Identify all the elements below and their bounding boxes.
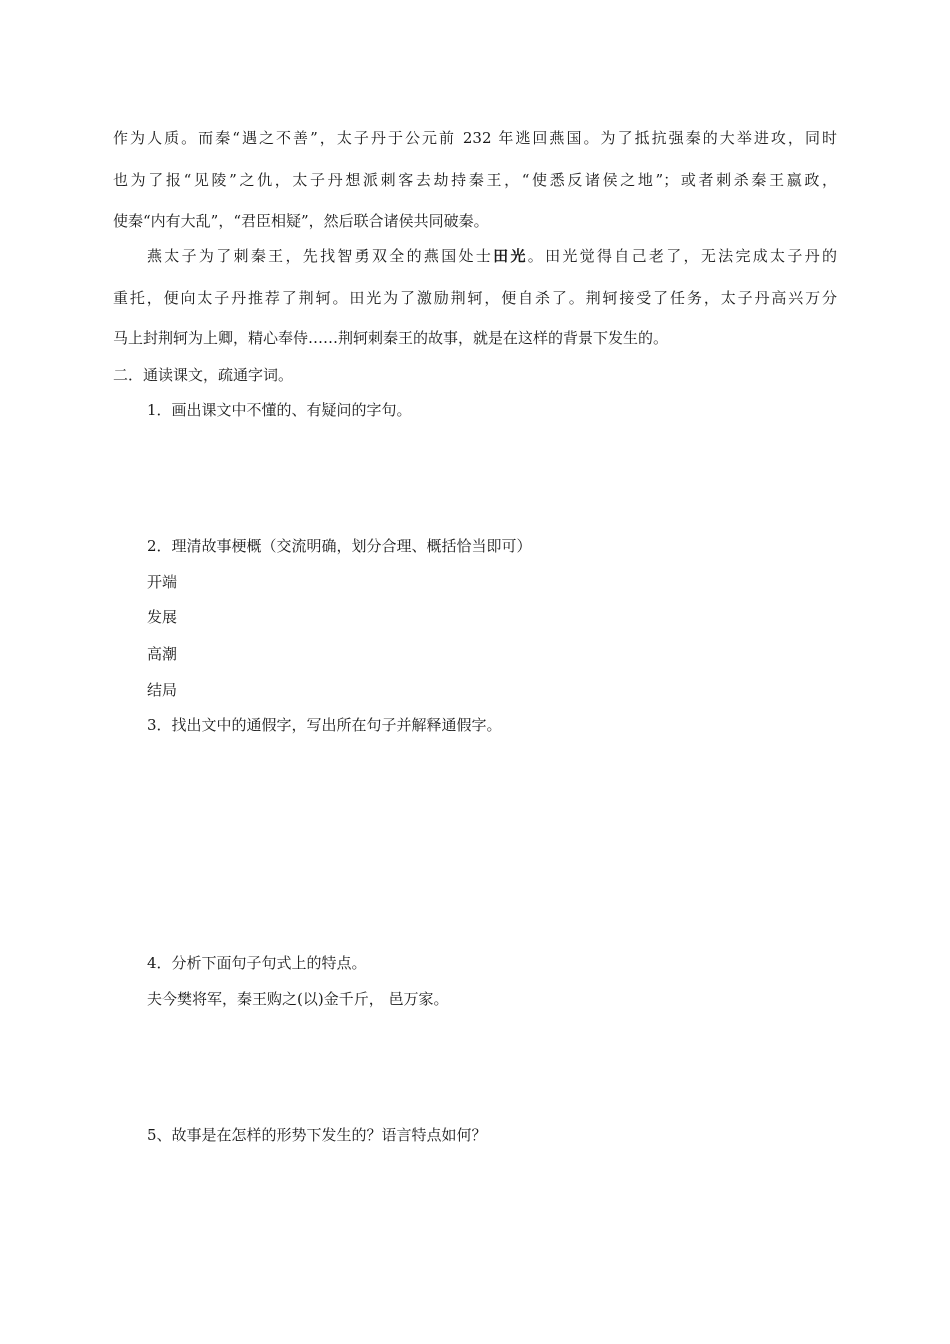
paragraph-2-line-1-start: 燕太子为了刺秦王，先找智勇双全的燕国处士 [147, 247, 494, 265]
stage-development: 发展 [147, 608, 178, 626]
paragraph-1-line-1: 作为人质。而秦“遇之不善”，太子丹于公元前 232 年逃回燕国。为了抵抗强秦的大举进攻，同时 [113, 129, 837, 147]
question-4: 4．分析下面句子句式上的特点。 [147, 954, 367, 972]
paragraph-2-line-2: 重托，便向太子丹推荐了荆轲。田光为了激励荆轲，便自杀了。荆轲接受了任务，太子丹高兴万分 [113, 289, 837, 307]
paragraph-1-line-3: 使秦“内有大乱”，“君臣相疑”，然后联合诸侯共同破秦。 [113, 212, 489, 230]
paragraph-1-line-2: 也为了报“见陵”之仇，太子丹想派刺客去劫持秦王，“使悉反诸侯之地”；或者刺杀秦王嬴政， [113, 171, 837, 189]
paragraph-2-line-3: 马上封荆轲为上卿，精心奉侍……荆轲刺秦王的故事，就是在这样的背景下发生的。 [113, 329, 669, 347]
stage-ending: 结局 [147, 681, 178, 699]
paragraph-2-line-1-end: 。田光觉得自己老了，无法完成太子丹的 [527, 247, 837, 265]
question-4-sentence: 夫今樊将军，秦王购之(以)金千斤， 邑万家。 [147, 990, 449, 1008]
question-2: 2．理清故事梗概（交流明确，划分合理、概括恰当即可） [147, 537, 532, 555]
paragraph-2-line-1 [147, 246, 837, 266]
question-1: 1．画出课文中不懂的、有疑问的字句。 [147, 401, 412, 419]
tian-guang-name: 田光 [493, 247, 528, 265]
question-5: 5、故事是在怎样的形势下发生的？语言特点如何？ [147, 1126, 487, 1144]
stage-climax: 高潮 [147, 645, 178, 663]
section-2-heading: 二．通读课文，疏通字词。 [113, 366, 294, 384]
stage-opening: 开端 [147, 573, 178, 591]
question-3: 3．找出文中的通假字，写出所在句子并解释通假字。 [147, 716, 502, 734]
